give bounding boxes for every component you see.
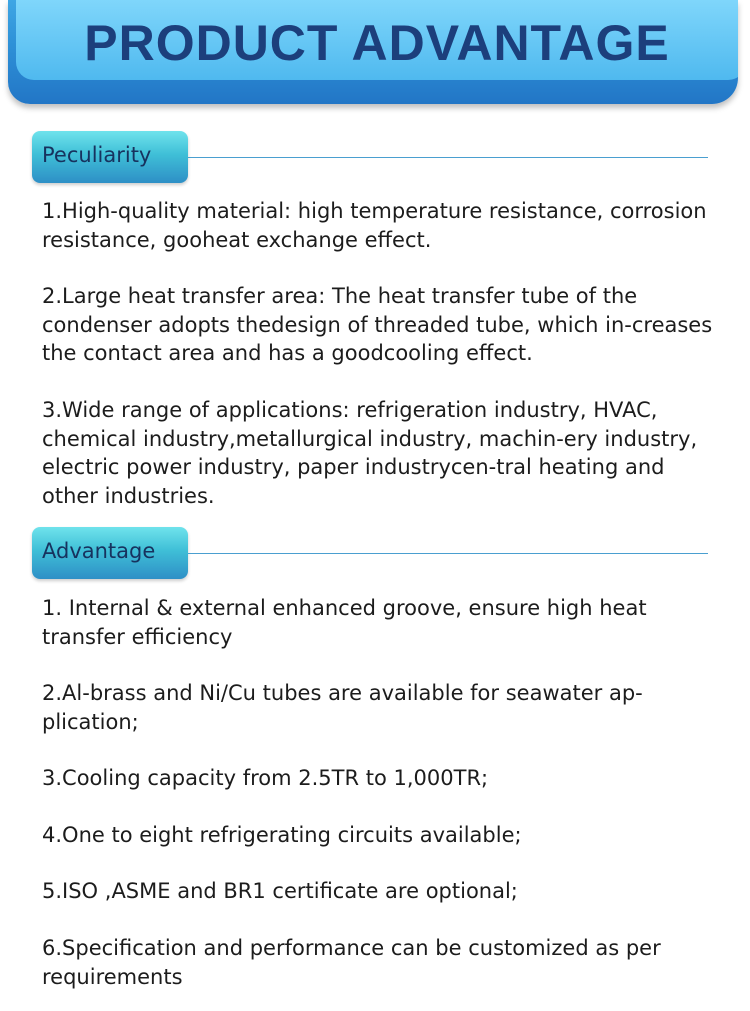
- section-divider: [188, 553, 708, 554]
- list-item: 4.One to eight refrigerating circuits available;: [42, 823, 522, 847]
- section-header-advantage: [32, 527, 712, 581]
- list-item: 1.High-quality material: high temperature resistance, corrosion resistance, gooheat exchange effect.: [42, 199, 707, 252]
- list-item: 6.Specification and performance can be customized as per requirements: [42, 936, 661, 989]
- list-item: 3.Cooling capacity from 2.5TR to 1,000TR;: [42, 766, 489, 790]
- list-item: 1. Internal & external enhanced groove, ensure high heat transfer efficiency: [42, 596, 647, 649]
- section-label: Peculiarity: [42, 143, 152, 167]
- list-item: 2.Al-brass and Ni/Cu tubes are available for seawater ap-plication;: [42, 681, 643, 734]
- list-item: 5.ISO ,ASME and BR1 certificate are optional;: [42, 879, 518, 903]
- list-item: 2.Large heat transfer area: The heat transfer tube of the condenser adopts thedesign of threaded tube, which in-creases the contact area and has a goodcooling effect.: [42, 284, 713, 365]
- section-divider: [188, 157, 708, 158]
- list-item: 3.Wide range of applications: refrigeration industry, HVAC, chemical industry,metallurgical industry, machin-ery industry, electric power industry, paper industrycen-tral heating and other industries.: [42, 398, 698, 508]
- page-title: PRODUCT ADVANTAGE: [84, 15, 670, 71]
- section-header-peculiarity: [32, 131, 712, 185]
- section-label: Advantage: [42, 539, 156, 563]
